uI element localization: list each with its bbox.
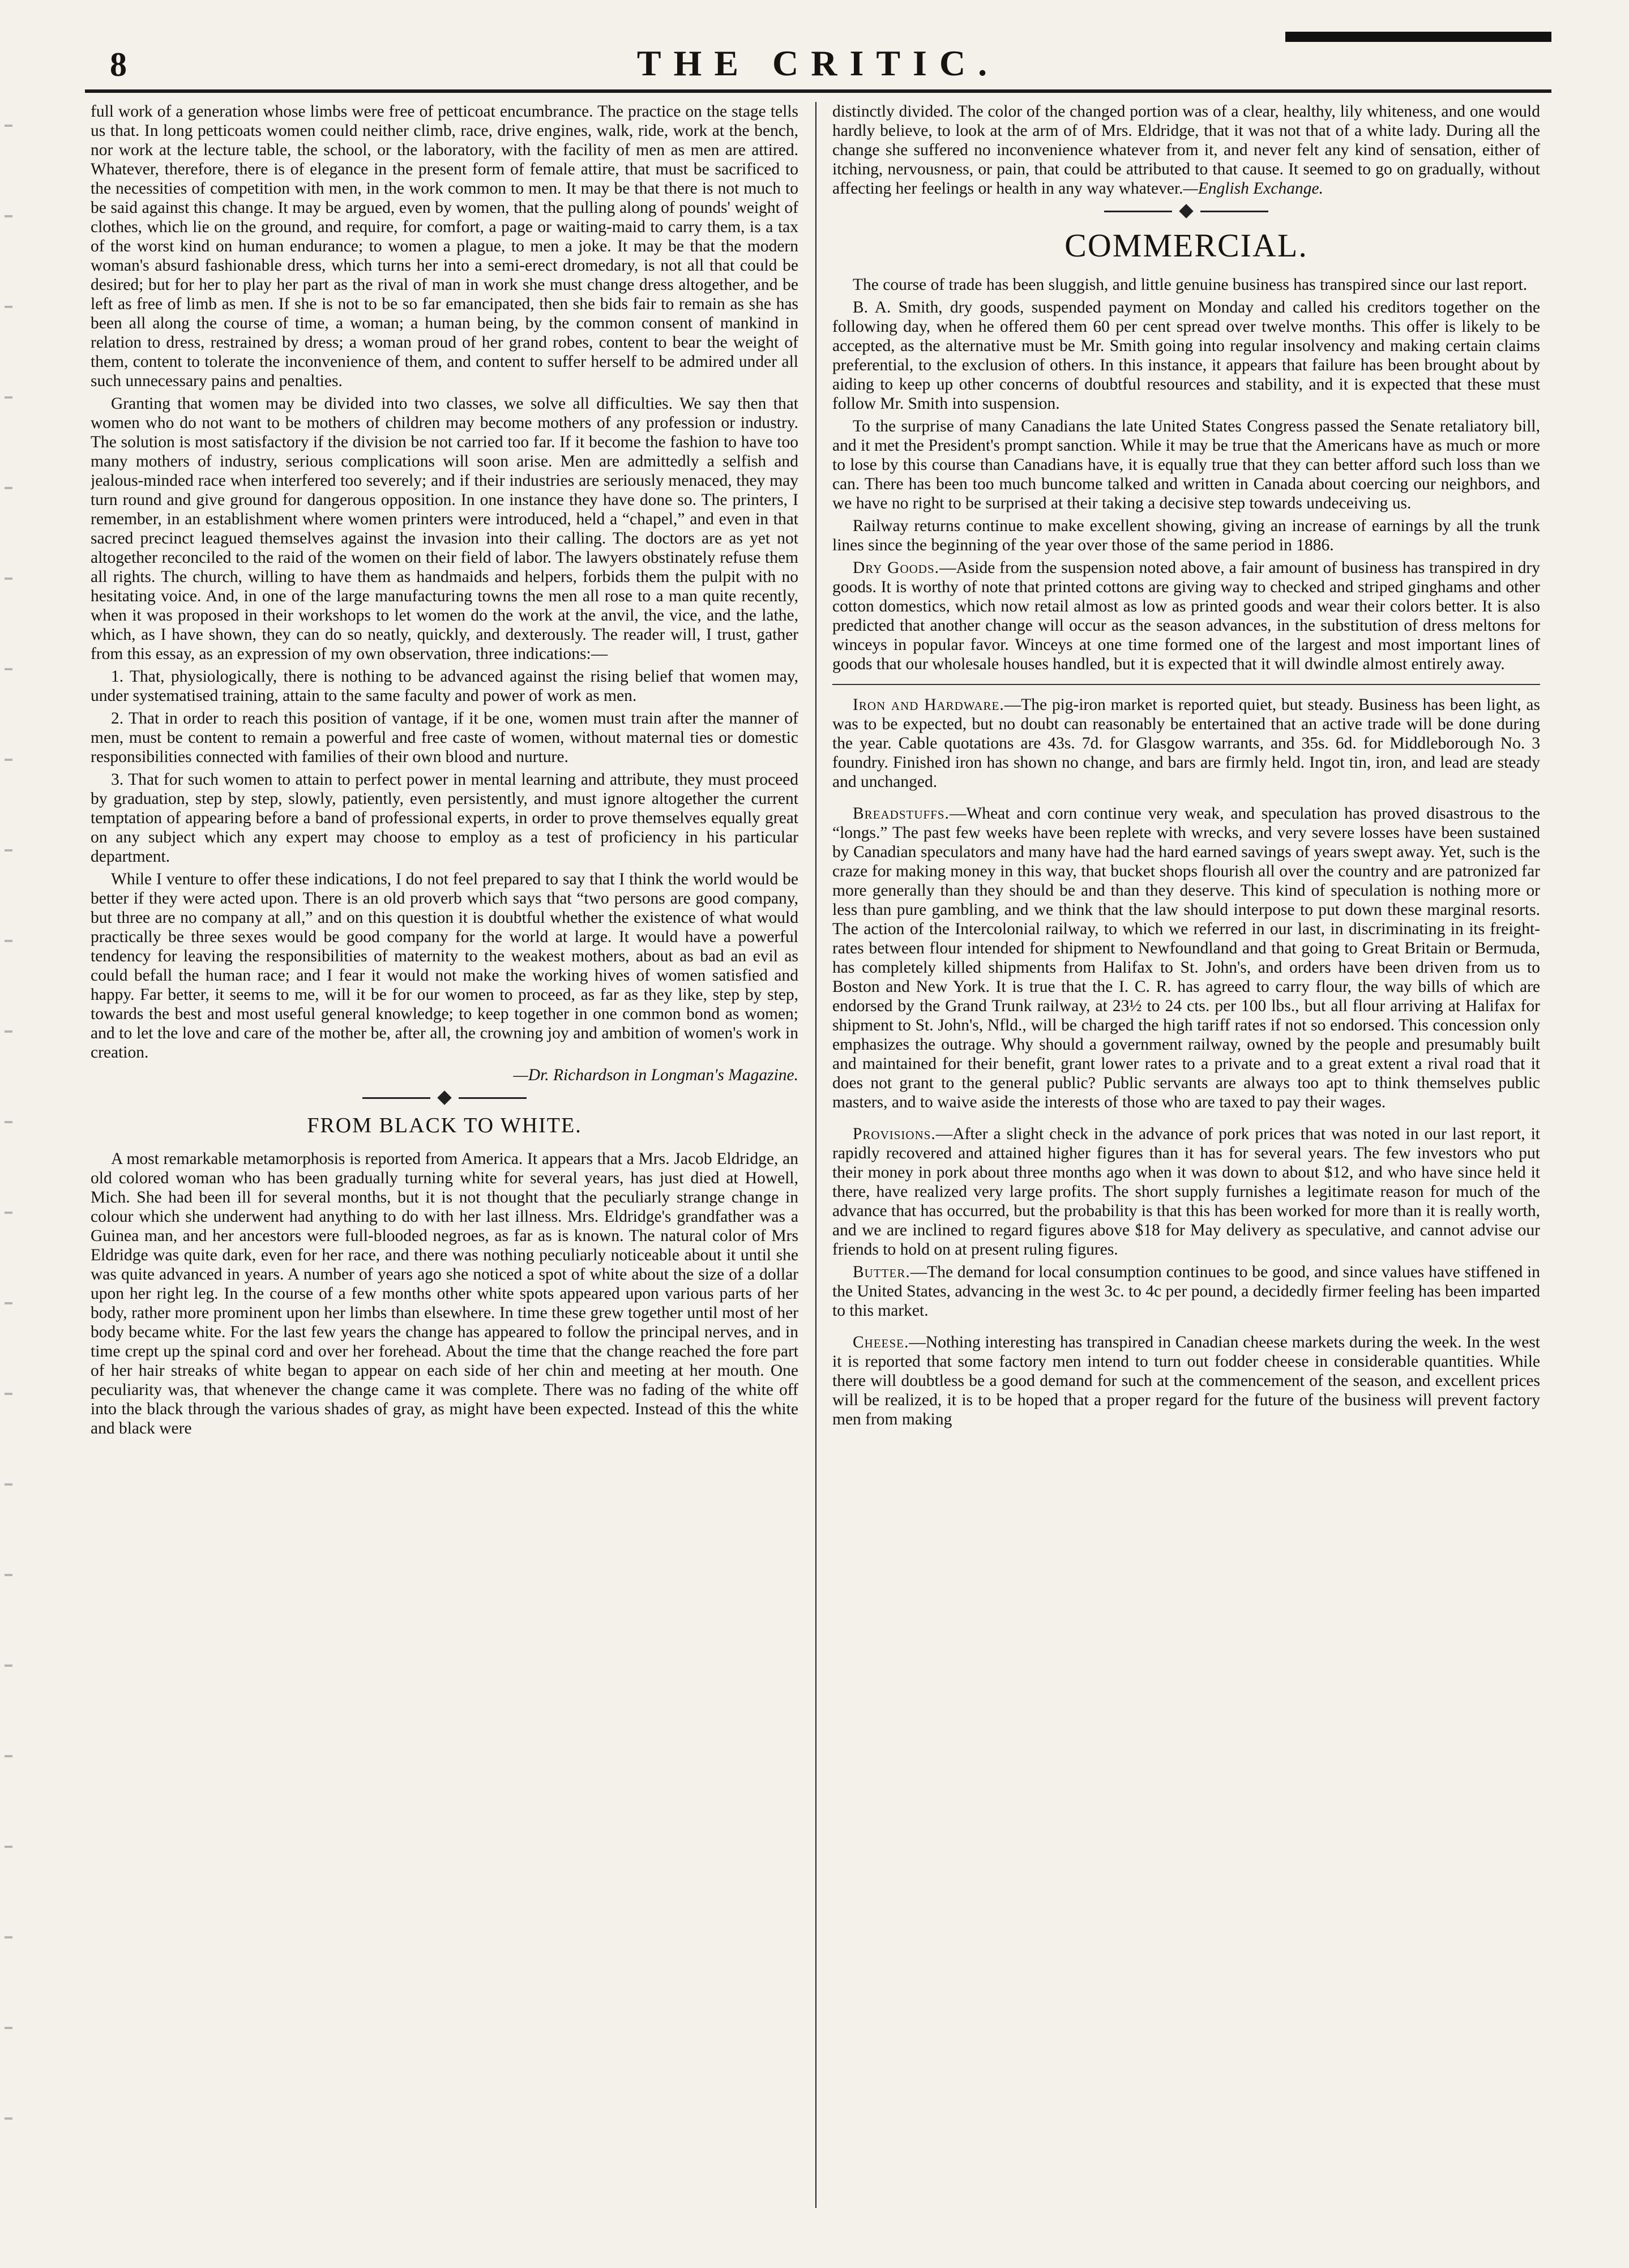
right-column bbox=[832, 102, 1540, 2208]
section-ornament bbox=[832, 206, 1540, 216]
indication-item: 1. That, physiologically, there is nothing to be advanced against the rising belief that women may, under systematised training, attain to the same faculty and power of work as men. bbox=[91, 667, 798, 705]
commercial-paragraph: B. A. Smith, dry goods, suspended payment on Monday and called his creditors together on the following day, when he offered them 60 per cent spread over twelve months. This offer is likely to be accepted, as the alternative must be Mr. Smith going into regular insolvency and making certain claims preferential, to the exclusion of others. In this instance, it appears that failure has been brought about by aiding to keep up other concerns of doubtful resources and stability, and it is expected that these must follow Mr. Smith into suspension. bbox=[832, 298, 1540, 413]
market-label: Cheese. bbox=[853, 1333, 909, 1351]
commercial-paragraph: Railway returns continue to make excellent showing, giving an increase of earnings by all the trunk lines since the beginning of the year over those of the same period in 1886. bbox=[832, 516, 1540, 554]
commercial-paragraph: The course of trade has been sluggish, and little genuine business has transpired since our last report. bbox=[853, 275, 1528, 294]
header-top-rule bbox=[1285, 32, 1551, 42]
section-ornament bbox=[91, 1093, 798, 1103]
market-label: Dry Goods. bbox=[853, 558, 940, 577]
market-section-dry-goods: Dry Goods.—Aside from the suspension noted above, a fair amount of business has transpired in dry goods. It is worthy of note that printed cottons are giving way to checked and striped ginghams and other cotton domestics, which now retail almost as low as printed goods and wear their colors better. It is also predicted that another change will occur as the season advances, in the substitution of dress meltons for winceys in popular favor. Winceys at one time formed one of the largest and most important lines of goods that our wholesale houses handled, but it is expected that it will dwindle almost entirely away. bbox=[832, 558, 1540, 673]
section-rule bbox=[832, 684, 1540, 685]
article-paragraph: While I venture to offer these indications, I do not feel prepared to say that I think the world would be better if they were acted upon. There is an old proverb which says that “two persons are good company, but three are no company at all,” and on this question it is doubtful whether the existence of what would practically be three sexes would be good company for the world at large. It would have a powerful tendency for leaving the responsibilities of maternity to the weakest mothers, about as bad an evil as could befall the human race; and I fear it would not make the working hives of women satisfied and happy. Far better, it seems to me, will it be for our women to proceed, as far as they like, step by step, towards the best and most useful general knowledge; to keep together in one common bond as women; and to let the love and care of the mother be, after all, the crowning joy and ambition of women's work in creation. bbox=[91, 870, 798, 1062]
header-rule bbox=[85, 89, 1551, 93]
indication-item: 2. That in order to reach this position of vantage, if it be one, women must train after the manner of men, must be content to remain a powerful and free caste of women, without maternal ties or domestic responsibilities connected with families of their own blood and nurture. bbox=[91, 709, 798, 766]
market-section-cheese: Cheese.—Nothing interesting has transpired in Canadian cheese markets during the week. In the west it is reported that some factory men intend to turn out fodder cheese in considerable quantities. While there will doubtless be a good demand for such at the commencement of the season, and excellent prices will be realized, it is to be hoped that a proper regard for the future of the business will prevent factory men from making bbox=[832, 1333, 1540, 1428]
article-credit: —English Exchange. bbox=[1183, 179, 1323, 198]
market-label: Butter. bbox=[853, 1263, 910, 1281]
market-section-butter: Butter.—The demand for local consumption continues to be good, and since values have stiffened in the United States, advancing in the west 3c. to 4c per pound, a decidedly firmer feeling has been imparted to this market. bbox=[832, 1263, 1540, 1320]
market-section-iron-hardware: Iron and Hardware.—The pig-iron market is reported quiet, but steady. Business has been light, as was to be expected, but no doubt can reasonably be entertained that an active trade will be done during the year. Cable quotations are 43s. 7d. for Glasgow warrants, and 35s. 6d. for Middleborough No. 3 foundry. Finished iron has shown no change, and bars are firmly held. Ingot tin, iron, and lead are steady and unchanged. bbox=[832, 695, 1540, 791]
scan-edge-marks bbox=[5, 85, 12, 2180]
masthead-title: THE CRITIC. bbox=[636, 43, 1000, 83]
section-heading-commercial: COMMERCIAL. bbox=[1064, 227, 1308, 264]
page-number: 8 bbox=[110, 46, 127, 83]
market-label: Provisions. bbox=[853, 1124, 936, 1143]
left-column bbox=[91, 102, 798, 2208]
article-paragraph: A most remarkable metamorphosis is reported from America. It appears that a Mrs. Jacob Eldridge, an old colored woman who has been gradually turning white for several years, has just died at Howell, Mich. She had been ill for several months, but it is not thought that the peculiarly strange change in colour which she underwent had anything to do with her last illness. Mrs. Eldridge's grandfather was a Guinea man, and her ancestors were full-blooded negroes, as far as is known. The natural color of Mrs Eldridge was quite dark, even for her race, and there was nothing peculiarly noticeable about it until she was quite advanced in years. A number of years ago she noticed a spot of white about the size of a dollar upon her right leg. In the course of a few months other white spots appeared upon various parts of her body, rather more prominent upon her limbs than elsewhere. In time these grew together until most of her body became white. For the last few years the change has appeared to follow the principal nerves, and in time crept up the spinal cord and over her forehead. About the time that the change reached the fore part of her hair streaks of white began to appear on each side of her chin and meeting at her mouth. One peculiarity was, that whenever the change came it was complete. There was no fading of the white off into the black through the various shades of gray, as might have been expected. Instead of this the white and black were bbox=[91, 1149, 798, 1437]
page-header bbox=[85, 32, 1551, 100]
diamond-ornament-icon bbox=[1179, 204, 1193, 218]
diamond-ornament-icon bbox=[437, 1090, 451, 1105]
article-paragraph: full work of a generation whose limbs were free of petticoat encumbrance. The practice on the stage tells us that. In long petticoats women could neither climb, race, drive engines, walk, ride, work at the bench, nor work at the lecture table, the school, or the laboratory, with the facility of men as men are attired. Whatever, therefore, there is of elegance in the present form of female attire, that must be sacrificed to the necessities of competition with men, in the work common to men. It may be that there is not much to be said against this change. It may be argued, even by women, that the pulling along of pounds' weight of clothes, which lie on the ground, and require, for comfort, a page or waiting-maid to carry them, is a tax of the worst kind on human endurance; to women a plague, to men a joke. It may be that the modern woman's absurd fashionable dress, which turns her into a semi-erect dromedary, is not all that could be desired; but for her to play her part as the rival of man in work she must change dress altogether, and be left as free of limb as men. If she is not to be so far emancipated, then she bids fair to remain as she has been all along the course of time, a woman; a human being, by the common consent of mankind in relation to dress, restrained by dress; a woman proud of her grand robes, content to bear the weight of them, content to tolerate the inconvenience of them, and content to suffer herself to be admired under all such unnecessary pains and penalties. bbox=[91, 102, 798, 390]
commercial-paragraph: To the surprise of many Canadians the late United States Congress passed the Senate retaliatory bill, and it met the President's prompt sanction. While it may be true that the Americans have as much or more to lose by this course than Canadians have, it is equally true that they can better afford such loss than we can. There has been too much buncome talked and written in Canada about coercing our neighbors, and we have no right to be surprised at their taking a decisive step towards undeceiving us. bbox=[832, 417, 1540, 512]
section-heading-black-to-white: FROM BLACK TO WHITE. bbox=[307, 1114, 582, 1137]
article-credit: —Dr. Richardson in Longman's Magazine. bbox=[513, 1066, 798, 1084]
indication-item: 3. That for such women to attain to perfect power in mental learning and attribute, they must proceed by graduation, step by step, slowly, patiently, even persistently, and must ignore altogether the current temptation of appearing before a band of professional experts, in order to prove themselves equally great on any subject which any expert may choose to employ as a test of proficiency in his particular department. bbox=[91, 771, 798, 866]
market-section-provisions: Provisions.—After a slight check in the advance of pork prices that was noted in our last report, it rapidly recovered and attained higher figures than it has for several years. The few investors who put their money in pork about three months ago when it was down to about $12, and who have since held it there, have realized very large profits. The short supply furnishes a legitimate reason for much of the advance that has occurred, but the probability is that this has been worked for more than it is really worth, and we are inclined to regard figures above $18 for May delivery as speculative, and cannot advise our friends to hold on at present ruling figures. bbox=[832, 1124, 1540, 1259]
article-paragraph: distinctly divided. The color of the changed portion was of a clear, healthy, lily whiteness, and one would hardly believe, to look at the arm of of Mrs. Eldridge, that it was not that of a white lady. During all the change she suffered no inconvenience whatever from it, and never felt any kind of sensation, either of itching, nervousness, or pain, that could be attributed to that cause. It seemed to go on gradually, without affecting her feelings or health in any way whatever.—English Exchange. bbox=[832, 102, 1540, 198]
column-divider bbox=[815, 102, 816, 2208]
article-paragraph: Granting that women may be divided into two classes, we solve all difficulties. We say then that women who do not want to be mothers of children may become mothers of any profession or industry. The solution is most satisfactory if the division be not carried too far. If it become the fashion to have too many mothers of industry, serious complications will soon arise. Men are admittedly a selfish and jealous-minded race when interfered too severely; and if their industries are seriously menaced, they may turn round and give ground for dangerous opposition. In one instance they have done so. The printers, I remember, in an establishment where women printers were introduced, held a “chapel,” and even in that sacred precinct leagued themselves against the invasion into their calling. The doctors are as yet not altogether reconciled to the raid of the women on their field of labor. The lawyers obstinately refuse them all rights. The church, willing to have them as handmaids and helpers, forbids them the pulpit with no hesitating voice. And, in one of the large manufacturing towns the men all rose to a man quite recently, when it was proposed in their workshops to let women do the work at the anvil, the vice, and the lathe, which, as I have shown, they can do so neatly, quickly, and dexterously. The reader will, I trust, gather from this essay, as an expression of my own observation, three indications:— bbox=[91, 395, 798, 663]
market-section-breadstuffs: Breadstuffs.—Wheat and corn continue very weak, and speculation has proved disastrous to the “longs.” The past few weeks have been replete with wrecks, and very severe losses have been sustained by Canadian speculators and many have had the hard earned savings of years swept away. Yet, such is the craze for making money in this way, that bucket shops flourish all over the country and are patronized far more generally than they should be and than they deserve. This kind of speculation is nothing more or less than pure gambling, and we think that the law should interpose to put down these marginal resorts. The action of the Intercolonial railway, to which we referred in our last, in discriminating in its freight-rates between flour intended for shipment to Newfoundland and that going to Great Britain or Bermuda, has completely killed shipments from Halifax to St. John's, and orders have been driven from us to Boston and New York. It is true that the I. C. R. has agreed to carry flour, the way bills of which are endorsed by the Grand Trunk railway, at 23½ to 24 cts. per 100 lbs., but all flour arriving at Halifax for shipment to St. John's, Nfld., will be charged the high tariff rates if not so endorsed. This concession only emphasizes the outrage. Why should a government railway, owned by the people and presumably built and maintained for their benefit, grant lower rates to a private and to a great extent a rival road that it does not grant to the general public? Public servants are always too apt to think themselves public masters, and to waive aside the interests of those who are taxed to pay their wages. bbox=[832, 804, 1540, 1111]
market-label: Iron and Hardware. bbox=[853, 695, 1004, 714]
market-label: Breadstuffs. bbox=[853, 804, 950, 823]
